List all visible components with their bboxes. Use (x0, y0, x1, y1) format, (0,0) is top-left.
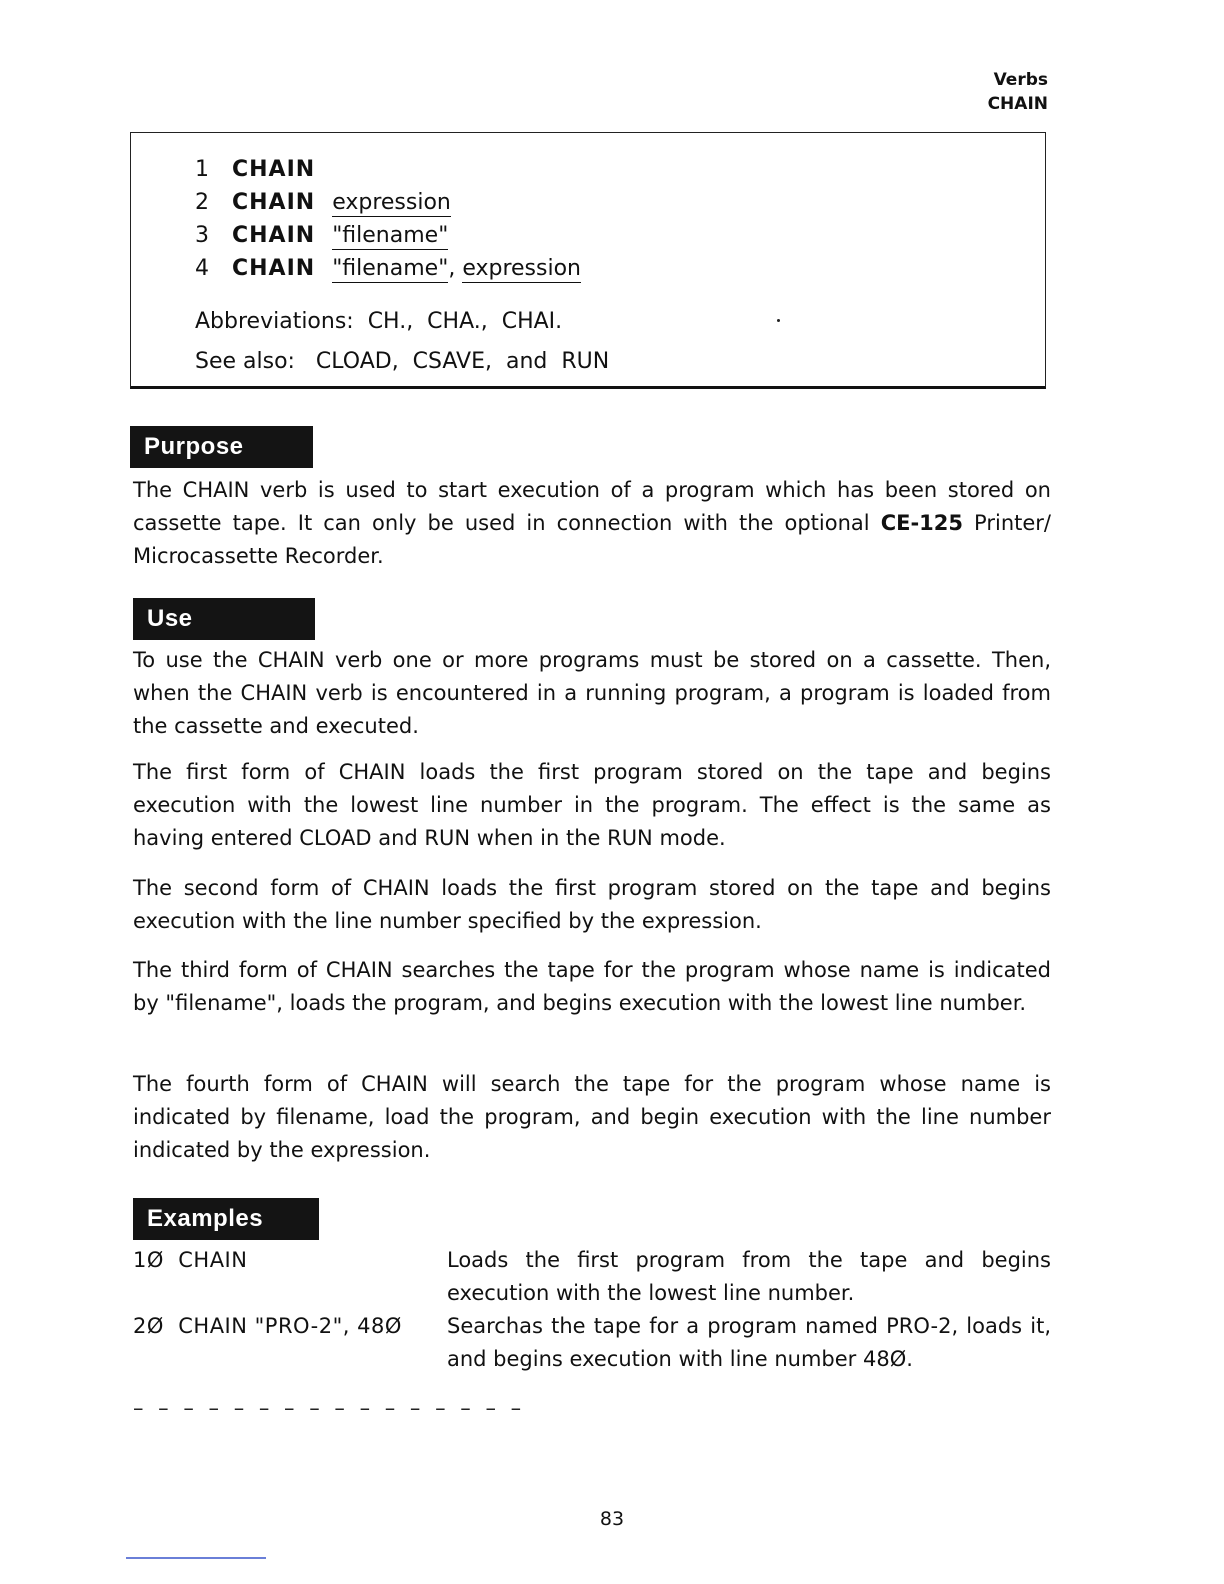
form-keyword: CHAIN (232, 223, 316, 248)
form-number: 1 (195, 157, 209, 182)
dashed-separator: – – – – – – – – – – – – – – – – (133, 1396, 526, 1420)
purpose-text-bold: CE-125 (880, 511, 963, 535)
use-paragraph-2: The first form of CHAIN loads the first program stored on the tape and begins execution with the lowest line number in the program. The effect is the same as having entered CLOAD and RUN when in the RUN mode. (133, 760, 1051, 850)
form-argument: "filename" (332, 256, 449, 281)
syntax-forms (195, 153, 581, 285)
form-argument: expression (462, 256, 581, 281)
example-code: 1Ø CHAIN (133, 1248, 248, 1272)
syntax-form-1 (195, 153, 581, 186)
form-number: 2 (195, 190, 209, 215)
purpose-text-a: The CHAIN verb is used to start execution of a program which has been stored on cassette tape. It can only be used in connection with the optional (133, 478, 1051, 535)
examples-heading: Examples (133, 1198, 319, 1240)
example-row (133, 1244, 1051, 1310)
use-paragraph-4: The third form of CHAIN searches the tape for the program whose name is indicated by "filename", loads the program, and begins execution with the lowest line number. (133, 958, 1051, 1015)
form-argument: "filename" (332, 223, 449, 248)
use-heading: Use (133, 598, 315, 640)
form-keyword: CHAIN (232, 256, 316, 281)
example-description: Loads the first program from the tape and begins execution with the lowest line number. (447, 1248, 1051, 1305)
form-number: 3 (195, 223, 209, 248)
stray-mark (777, 319, 780, 322)
purpose-text-b: Printer/ Microcassette Recorder. (133, 511, 1051, 568)
see-also: See also: CLOAD, CSAVE, and RUN (195, 349, 610, 374)
syntax-form-3 (195, 219, 581, 252)
use-paragraph-5: The fourth form of CHAIN will search the tape for the program whose name is indicated by filename, load the program, and begin execution with the line number indicated by the expression. (133, 1072, 1051, 1162)
footer-rule (126, 1557, 266, 1559)
syntax-form-2 (195, 186, 581, 219)
form-separator: , (448, 256, 463, 281)
header-section: Verbs (993, 70, 1048, 90)
example-row (133, 1310, 1051, 1376)
purpose-paragraph (133, 474, 1051, 573)
running-header (988, 68, 1048, 116)
form-argument: expression (332, 190, 451, 215)
syntax-form-4 (195, 252, 581, 285)
example-description: Searchas the tape for a program named PRO-2, loads it, and begins execution with line number 48Ø. (447, 1314, 1051, 1371)
purpose-heading: Purpose (130, 426, 313, 468)
use-paragraph-1: To use the CHAIN verb one or more programs must be stored on a cassette. Then, when the CHAIN verb is encountered in a running program, a program is loaded from the cassette and executed. (133, 648, 1051, 738)
abbreviations: Abbreviations: CH., CHA., CHAI. (195, 309, 563, 334)
use-paragraph-3: The second form of CHAIN loads the first program stored on the tape and begins execution with the line number specified by the expression. (133, 876, 1051, 933)
syntax-box (130, 132, 1046, 389)
form-keyword: CHAIN (232, 190, 316, 215)
form-keyword: CHAIN (232, 157, 316, 182)
form-number: 4 (195, 256, 209, 281)
page-number: 83 (599, 1508, 625, 1530)
header-title: CHAIN (987, 94, 1048, 114)
example-code: 2Ø CHAIN "PRO-2", 48Ø (133, 1314, 402, 1338)
